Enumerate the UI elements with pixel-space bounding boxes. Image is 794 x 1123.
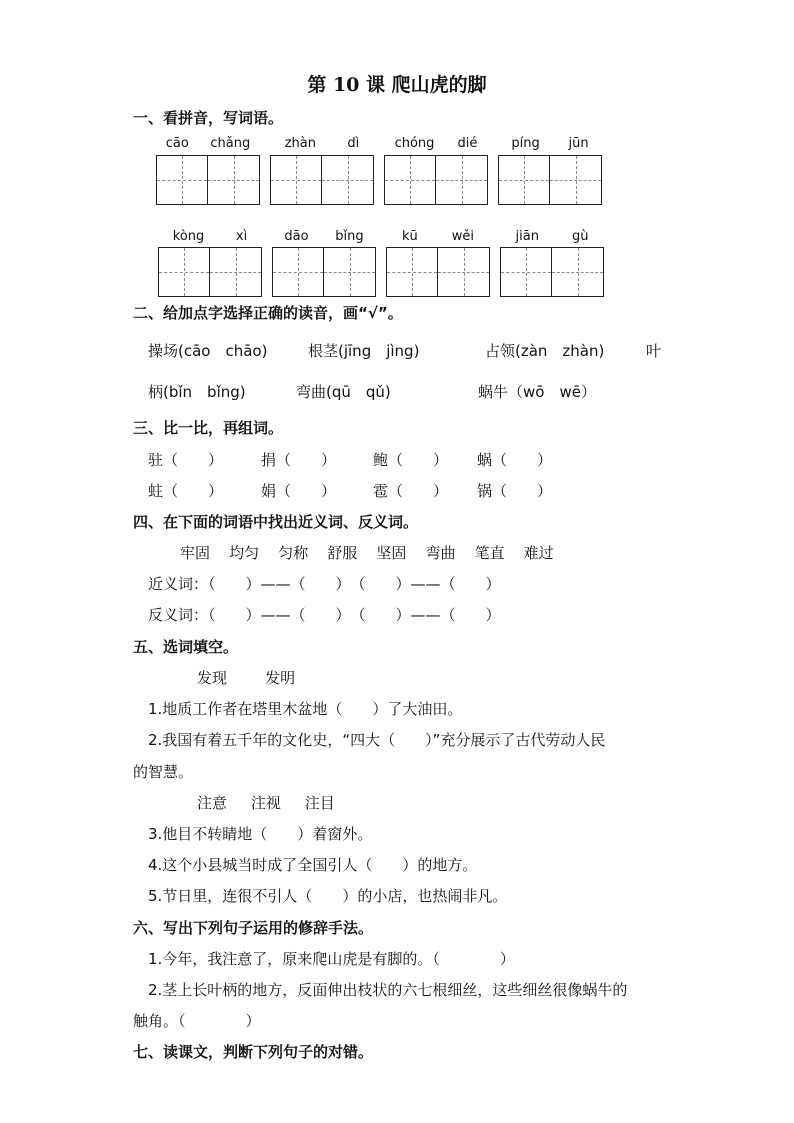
word-bank [197, 792, 335, 813]
pinyin-pair [499, 229, 605, 244]
section-4-heading: 四、在下面的词语中找出近义词、反义词。 [133, 513, 419, 531]
word: 难过 [523, 544, 554, 562]
writing-grid[interactable] [386, 247, 490, 297]
writing-grid[interactable] [498, 155, 602, 205]
word: 注意 [197, 794, 228, 812]
pinyin-pair [269, 136, 375, 151]
question[interactable]: 5.节日里，连很不引人（ ）的小店，也热闹非凡。 [148, 887, 508, 905]
question[interactable]: 3.他目不转睛地（ ）着窗外。 [148, 825, 373, 843]
pinyin: wěi [451, 229, 474, 244]
compare-item[interactable]: 蛀（ ） [148, 482, 224, 500]
word: 舒服 [327, 544, 358, 562]
pinyin: píng [511, 136, 540, 151]
writing-grid[interactable] [158, 247, 262, 297]
compare-item[interactable]: 驻（ ） [148, 451, 224, 469]
pinyin-pair [271, 229, 377, 244]
pinyin: gù [571, 229, 589, 244]
pinyin: zhàn [284, 136, 316, 151]
pinyin: chóng [394, 136, 435, 151]
pinyin: dié [457, 136, 478, 151]
word: 均匀 [229, 544, 260, 562]
question[interactable]: 2.我国有着五千年的文化史，“四大（ ）”充分展示了古代劳动人民 [148, 731, 606, 749]
writing-grid[interactable] [156, 155, 260, 205]
word: 坚固 [376, 544, 407, 562]
pinyin: xì [235, 229, 248, 244]
word-bank [180, 542, 554, 563]
section-5-heading: 五、选词填空。 [133, 638, 239, 656]
writing-grid[interactable] [270, 155, 374, 205]
pinyin: chǎng [210, 136, 251, 151]
writing-grid[interactable] [384, 155, 488, 205]
pinyin: cāo [165, 136, 189, 151]
question[interactable]: 2.茎上长叶柄的地方，反面伸出枝状的六七根细丝，这些细丝很像蜗牛的 [148, 981, 628, 999]
word: 匀称 [278, 544, 309, 562]
pinyin: kòng [172, 229, 205, 244]
pinyin: bǐng [335, 229, 364, 244]
question-cont: 的智慧。 [133, 763, 194, 781]
pinyin: jūn [568, 136, 589, 151]
section-6-heading: 六、写出下列句子运用的修辞手法。 [133, 919, 374, 937]
word: 弯曲 [425, 544, 456, 562]
word: 注视 [250, 794, 281, 812]
question[interactable]: 1.今年，我注意了，原来爬山虎是有脚的。（ ） [148, 950, 515, 968]
pinyin-pair [383, 136, 489, 151]
compare-item[interactable]: 鲍（ ） [373, 451, 449, 469]
reading-choice[interactable]: 弯曲(qū qǔ) [296, 383, 391, 401]
synonym-line[interactable]: 近义词：（ ）——（ ） （ ）——（ ） [148, 575, 501, 593]
word: 注目 [304, 794, 335, 812]
pinyin: jiān [515, 229, 539, 244]
question-cont[interactable]: 触角。（ ） [133, 1012, 261, 1030]
pinyin-pair [385, 229, 491, 244]
pinyin: dì [347, 136, 360, 151]
section-2-heading: 二、给加点字选择正确的读音，画“√”。 [133, 304, 403, 322]
reading-choice[interactable]: 柄(bǐn bǐng) [148, 383, 246, 401]
word: 牢固 [180, 544, 211, 562]
reading-choice: 叶 [646, 342, 662, 360]
pinyin-pair [157, 229, 263, 244]
antonym-line[interactable]: 反义词：（ ）——（ ） （ ）——（ ） [148, 606, 501, 624]
word: 发现 [197, 669, 228, 687]
pinyin-pair [155, 136, 261, 151]
compare-item[interactable]: 雹（ ） [373, 482, 449, 500]
compare-item[interactable]: 娟（ ） [261, 482, 337, 500]
writing-grid[interactable] [500, 247, 604, 297]
page-title: 第 10 课 爬山虎的脚 [307, 74, 487, 96]
compare-item[interactable]: 锅（ ） [477, 482, 553, 500]
word: 发明 [265, 669, 296, 687]
word-bank [197, 667, 295, 688]
reading-choice[interactable]: 蜗牛（wō wē） [478, 383, 596, 401]
writing-grid[interactable] [272, 247, 376, 297]
word: 笔直 [474, 544, 505, 562]
reading-choice[interactable]: 占领(zàn zhàn) [485, 342, 605, 360]
pinyin-pair [497, 136, 603, 151]
pinyin: dāo [284, 229, 309, 244]
pinyin: kū [401, 229, 418, 244]
section-1-heading: 一、看拼音，写词语。 [133, 109, 284, 127]
section-7-heading: 七、读课文，判断下列句子的对错。 [133, 1043, 374, 1061]
reading-choice[interactable]: 操场(cāo chāo) [148, 342, 268, 360]
question[interactable]: 1.地质工作者在塔里木盆地（ ）了大油田。 [148, 700, 463, 718]
compare-item[interactable]: 捐（ ） [261, 451, 337, 469]
reading-choice[interactable]: 根茎(jīng jìng) [308, 342, 420, 360]
section-3-heading: 三、比一比，再组词。 [133, 419, 284, 437]
question[interactable]: 4.这个小县城当时成了全国引人（ ）的地方。 [148, 856, 478, 874]
compare-item[interactable]: 蜗（ ） [477, 451, 553, 469]
